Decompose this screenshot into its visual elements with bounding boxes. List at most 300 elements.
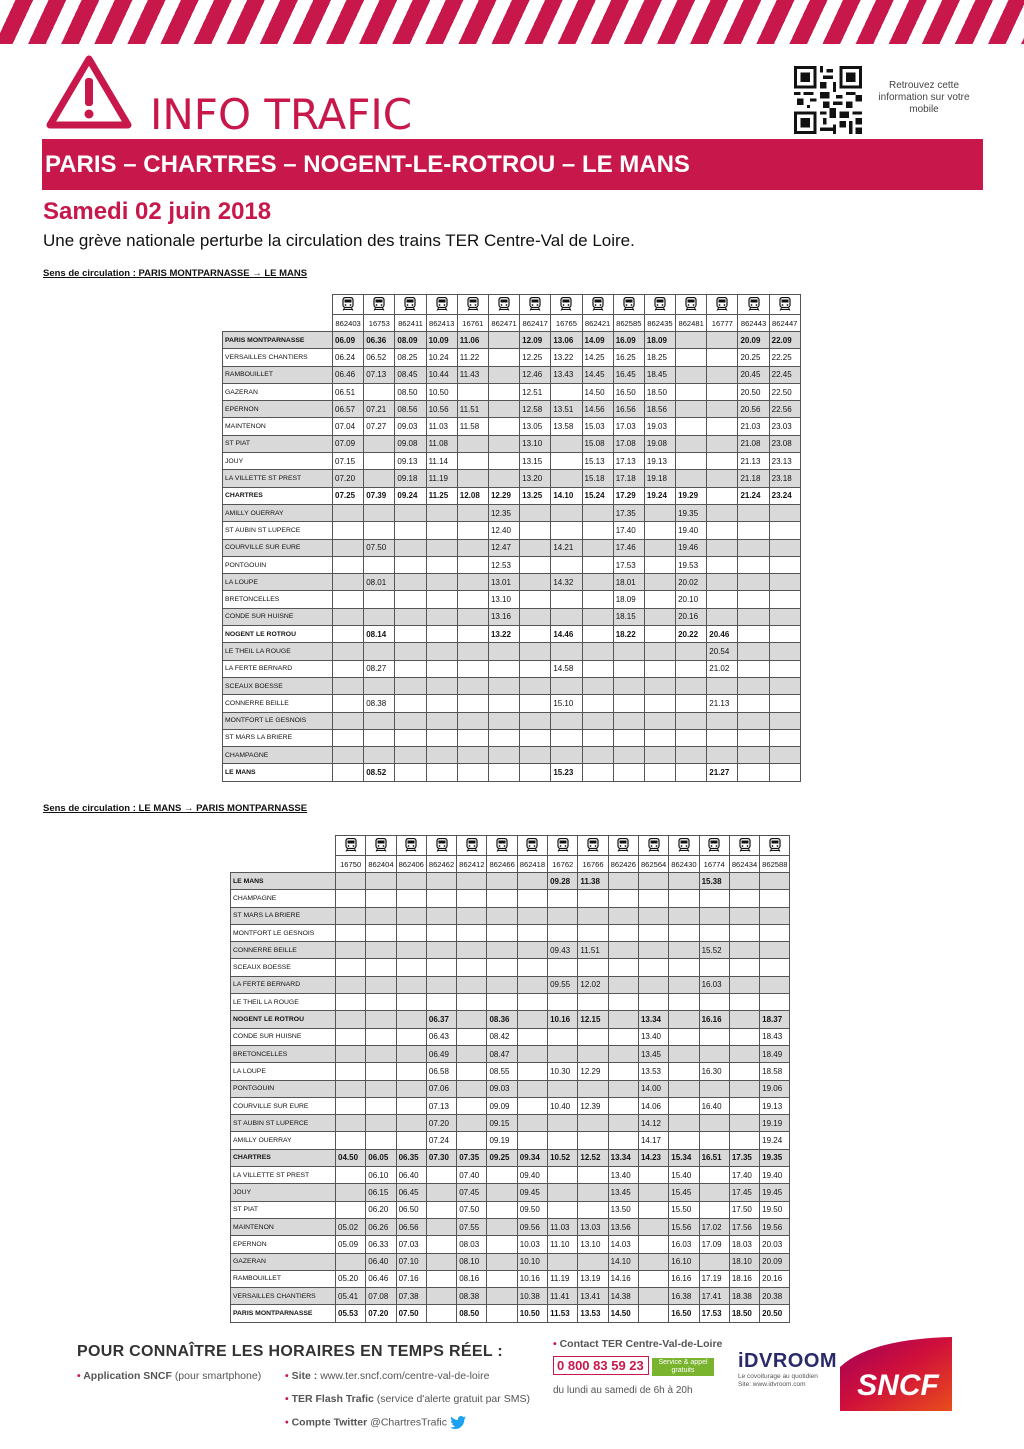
departure-time — [396, 873, 426, 890]
departure-time — [769, 608, 800, 625]
departure-time — [426, 1184, 456, 1201]
departure-time: 09.28 — [548, 873, 578, 890]
train-icon — [342, 297, 354, 311]
departure-time: 18.43 — [760, 1028, 790, 1045]
station-name: LA LOUPE — [223, 574, 333, 591]
departure-time: 09.40 — [517, 1167, 547, 1184]
departure-time: 06.49 — [426, 1045, 456, 1062]
departure-time: 17.35 — [613, 504, 644, 521]
departure-time — [487, 1288, 517, 1305]
departure-time: 16.10 — [669, 1253, 699, 1270]
departure-time — [669, 1132, 699, 1149]
departure-time — [608, 907, 638, 924]
departure-time — [487, 873, 517, 890]
departure-time — [457, 890, 487, 907]
departure-time — [426, 924, 456, 941]
departure-time: 18.16 — [729, 1270, 759, 1287]
departure-time: 06.15 — [366, 1184, 396, 1201]
departure-time — [426, 712, 457, 729]
departure-time: 11.22 — [457, 349, 488, 366]
departure-time — [426, 677, 457, 694]
departure-time: 18.50 — [644, 383, 675, 400]
departure-time — [676, 643, 707, 660]
departure-time — [517, 1045, 547, 1062]
departure-time — [336, 1080, 366, 1097]
departure-time: 20.50 — [760, 1305, 790, 1322]
departure-time — [488, 660, 519, 677]
departure-time — [366, 942, 396, 959]
departure-time — [582, 677, 613, 694]
date-heading: Samedi 02 juin 2018 — [43, 198, 272, 225]
departure-time: 12.25 — [520, 349, 551, 366]
departure-time — [457, 1132, 487, 1149]
departure-time: 14.56 — [582, 401, 613, 418]
footer-contact: • Contact TER Centre-Val-de-Loire — [553, 1338, 723, 1350]
departure-time — [396, 1115, 426, 1132]
sncf-logo[interactable] — [840, 1337, 952, 1411]
departure-time: 10.56 — [426, 401, 457, 418]
departure-time — [707, 418, 738, 435]
departure-time — [729, 1045, 759, 1062]
departure-time — [457, 976, 487, 993]
departure-time — [457, 942, 487, 959]
departure-time: 06.40 — [396, 1167, 426, 1184]
departure-time: 06.37 — [426, 1011, 456, 1028]
departure-time — [364, 729, 395, 746]
departure-time — [426, 959, 456, 976]
station-name: AMILLY OUERRAY — [231, 1132, 336, 1149]
station-name: JOUY — [223, 453, 333, 470]
departure-time: 10.38 — [517, 1288, 547, 1305]
departure-time — [638, 907, 668, 924]
timetable-row — [231, 907, 790, 924]
footer-twitter-handle[interactable]: @ChartresTrafic — [370, 1416, 447, 1429]
departure-time — [426, 764, 457, 781]
departure-time — [669, 890, 699, 907]
departure-time — [517, 1080, 547, 1097]
station-name: LE THEIL LA ROUGE — [231, 994, 336, 1011]
train-number: 16766 — [578, 856, 608, 873]
departure-time: 08.50 — [457, 1305, 487, 1322]
departure-time — [676, 332, 707, 349]
departure-time — [426, 643, 457, 660]
train-number: 16762 — [548, 856, 578, 873]
departure-time — [582, 660, 613, 677]
departure-time — [669, 942, 699, 959]
departure-time — [364, 591, 395, 608]
departure-time — [548, 1253, 578, 1270]
station-name: MONTFORT LE GESNOIS — [223, 712, 333, 729]
departure-time — [395, 556, 426, 573]
train-number: 862564 — [638, 856, 668, 873]
departure-time: 12.46 — [520, 366, 551, 383]
departure-time: 13.10 — [520, 435, 551, 452]
station-name: LA FERTE BERNARD — [231, 976, 336, 993]
departure-time: 07.15 — [333, 453, 364, 470]
departure-time: 06.45 — [396, 1184, 426, 1201]
footer-site: • Site : www.ter.sncf.com/centre-val-de-loire — [285, 1370, 490, 1382]
departure-time: 07.03 — [396, 1236, 426, 1253]
departure-time: 21.02 — [707, 660, 738, 677]
departure-time — [548, 907, 578, 924]
departure-time — [707, 747, 738, 764]
departure-time: 12.40 — [488, 522, 519, 539]
departure-time — [676, 470, 707, 487]
departure-time: 13.45 — [638, 1045, 668, 1062]
departure-time — [366, 1132, 396, 1149]
station-name: PARIS MONTPARNASSE — [231, 1305, 336, 1322]
disruption-description: Une grève nationale perturbe la circulation des trains TER Centre-Val de Loire. — [43, 231, 635, 250]
departure-time — [336, 1201, 366, 1218]
departure-time — [608, 1011, 638, 1028]
svg-text:SNCF: SNCF — [857, 1369, 939, 1402]
departure-time — [578, 1045, 608, 1062]
departure-time — [366, 1080, 396, 1097]
timetable-row — [231, 1045, 790, 1062]
departure-time — [366, 976, 396, 993]
departure-time — [396, 1080, 426, 1097]
departure-time: 11.58 — [457, 418, 488, 435]
departure-time — [644, 764, 675, 781]
departure-time — [638, 1305, 668, 1322]
station-name: LA FERTE BERNARD — [223, 660, 333, 677]
departure-time: 07.21 — [364, 401, 395, 418]
departure-time: 11.51 — [457, 401, 488, 418]
departure-time — [551, 643, 582, 660]
departure-time — [488, 677, 519, 694]
departure-time — [676, 747, 707, 764]
departure-time: 20.54 — [707, 643, 738, 660]
departure-time — [336, 1045, 366, 1062]
departure-time — [487, 924, 517, 941]
departure-time — [707, 383, 738, 400]
departure-time — [457, 504, 488, 521]
departure-time: 19.35 — [760, 1149, 790, 1166]
station-name: COURVILLE SUR EURE — [231, 1097, 336, 1114]
departure-time: 08.52 — [364, 764, 395, 781]
departure-time: 13.20 — [520, 470, 551, 487]
departure-time: 20.10 — [676, 591, 707, 608]
departure-time — [517, 942, 547, 959]
departure-time: 06.43 — [426, 1028, 456, 1045]
departure-time: 10.50 — [426, 383, 457, 400]
departure-time — [426, 626, 457, 643]
page-title: INFO TRAFIC — [150, 90, 413, 139]
departure-time — [396, 1028, 426, 1045]
train-number: 862443 — [738, 315, 769, 332]
departure-time — [578, 994, 608, 1011]
departure-time — [426, 1270, 456, 1287]
timetable-row — [231, 1201, 790, 1218]
departure-time — [457, 522, 488, 539]
departure-time — [426, 942, 456, 959]
departure-time: 18.10 — [729, 1253, 759, 1270]
departure-time: 16.03 — [699, 976, 729, 993]
departure-time — [487, 1167, 517, 1184]
train-number: 862413 — [426, 315, 457, 332]
departure-time: 16.56 — [613, 401, 644, 418]
departure-time — [488, 383, 519, 400]
departure-time: 14.46 — [551, 626, 582, 643]
departure-time — [578, 924, 608, 941]
departure-time — [760, 976, 790, 993]
departure-time: 11.41 — [548, 1288, 578, 1305]
departure-time: 12.51 — [520, 383, 551, 400]
departure-time — [729, 907, 759, 924]
departure-time: 11.14 — [426, 453, 457, 470]
departure-time — [457, 994, 487, 1011]
departure-time: 13.06 — [551, 332, 582, 349]
station-name: PONTGOUIN — [223, 556, 333, 573]
timetable-row — [223, 574, 801, 591]
departure-time — [395, 504, 426, 521]
timetable-row — [231, 1028, 790, 1045]
departure-time — [520, 539, 551, 556]
departure-time — [644, 747, 675, 764]
footer-title: POUR CONNAÎTRE LES HORAIRES EN TEMPS RÉEL : — [77, 1343, 503, 1360]
departure-time — [582, 695, 613, 712]
train-number: 862447 — [769, 315, 800, 332]
departure-time — [582, 643, 613, 660]
timetable-row — [231, 873, 790, 890]
qr-code-icon[interactable] — [794, 66, 862, 134]
departure-time — [729, 959, 759, 976]
departure-time: 08.50 — [395, 383, 426, 400]
departure-time — [729, 890, 759, 907]
departure-time — [729, 1115, 759, 1132]
departure-time — [676, 366, 707, 383]
departure-time — [333, 574, 364, 591]
departure-time — [457, 435, 488, 452]
departure-time — [336, 873, 366, 890]
train-icon — [345, 838, 357, 852]
station-name: JOUY — [231, 1184, 336, 1201]
departure-time: 10.10 — [517, 1253, 547, 1270]
departure-time: 06.51 — [333, 383, 364, 400]
departure-time — [520, 574, 551, 591]
departure-time — [457, 695, 488, 712]
departure-time: 20.09 — [760, 1253, 790, 1270]
inbound-direction-label: Sens de circulation : LE MANS → PARIS MONTPARNASSE — [43, 803, 308, 814]
header-stripes — [0, 0, 1024, 44]
departure-time: 08.14 — [364, 626, 395, 643]
departure-time — [638, 1270, 668, 1287]
train-icon — [739, 838, 751, 852]
timetable-row — [223, 729, 801, 746]
departure-time — [699, 890, 729, 907]
departure-time — [487, 976, 517, 993]
departure-time: 07.50 — [396, 1305, 426, 1322]
train-icon — [436, 297, 448, 311]
departure-time — [426, 994, 456, 1011]
departure-time: 17.18 — [613, 470, 644, 487]
departure-time: 08.03 — [457, 1236, 487, 1253]
departure-time — [333, 504, 364, 521]
departure-time — [582, 539, 613, 556]
departure-time: 19.40 — [760, 1167, 790, 1184]
departure-time — [729, 1097, 759, 1114]
departure-time: 07.55 — [457, 1218, 487, 1235]
timetable-row — [231, 1184, 790, 1201]
departure-time: 09.24 — [395, 487, 426, 504]
departure-time — [760, 907, 790, 924]
timetable-row — [223, 643, 801, 660]
timetable-row — [231, 1080, 790, 1097]
departure-time — [517, 1028, 547, 1045]
timetable-row — [223, 591, 801, 608]
departure-time — [707, 470, 738, 487]
departure-time — [487, 1270, 517, 1287]
departure-time: 11.06 — [457, 332, 488, 349]
departure-time — [426, 1236, 456, 1253]
departure-time: 09.19 — [487, 1132, 517, 1149]
departure-time — [487, 942, 517, 959]
departure-time: 14.03 — [608, 1236, 638, 1253]
footer-app-note: (pour smartphone) — [174, 1370, 262, 1382]
departure-time — [613, 695, 644, 712]
departure-time — [608, 1080, 638, 1097]
footer-phone[interactable]: 0 800 83 59 23 — [553, 1356, 649, 1375]
departure-time — [457, 1063, 487, 1080]
timetable-row — [231, 924, 790, 941]
train-icon — [779, 297, 791, 311]
departure-time — [520, 556, 551, 573]
departure-time: 17.02 — [699, 1218, 729, 1235]
departure-time — [769, 764, 800, 781]
footer-twitter: • Compte Twitter @ChartresTrafic — [285, 1416, 466, 1429]
departure-time: 11.38 — [578, 873, 608, 890]
timetable-row — [231, 1305, 790, 1322]
departure-time — [457, 383, 488, 400]
departure-time: 07.20 — [333, 470, 364, 487]
departure-time: 06.58 — [426, 1063, 456, 1080]
departure-time — [669, 994, 699, 1011]
departure-time: 06.50 — [396, 1201, 426, 1218]
train-icon — [617, 838, 629, 852]
train-number: 862426 — [608, 856, 638, 873]
departure-time: 19.19 — [760, 1115, 790, 1132]
departure-time — [760, 890, 790, 907]
departure-time: 11.19 — [426, 470, 457, 487]
departure-time — [487, 890, 517, 907]
departure-time — [676, 712, 707, 729]
departure-time — [644, 591, 675, 608]
departure-time — [487, 1236, 517, 1253]
train-number: 16777 — [707, 315, 738, 332]
departure-time: 20.09 — [738, 332, 769, 349]
train-number: 16765 — [551, 315, 582, 332]
departure-time — [760, 924, 790, 941]
train-number: 862411 — [395, 315, 426, 332]
departure-time: 06.24 — [333, 349, 364, 366]
departure-time — [729, 1011, 759, 1028]
departure-time — [644, 574, 675, 591]
departure-time — [638, 873, 668, 890]
departure-time — [551, 470, 582, 487]
departure-time — [769, 643, 800, 660]
departure-time — [608, 873, 638, 890]
departure-time: 15.34 — [669, 1149, 699, 1166]
departure-time — [457, 1097, 487, 1114]
idvroom-logo[interactable] — [738, 1350, 836, 1402]
departure-time: 17.41 — [699, 1288, 729, 1305]
departure-time: 07.50 — [457, 1201, 487, 1218]
departure-time — [669, 1011, 699, 1028]
train-number: 16761 — [457, 315, 488, 332]
departure-time: 16.40 — [699, 1097, 729, 1114]
departure-time: 14.21 — [551, 539, 582, 556]
departure-time: 08.25 — [395, 349, 426, 366]
train-icon — [498, 297, 510, 311]
departure-time — [395, 522, 426, 539]
departure-time — [488, 643, 519, 660]
train-icon — [685, 297, 697, 311]
departure-time: 08.10 — [457, 1253, 487, 1270]
timetable-row — [223, 522, 801, 539]
departure-time: 07.13 — [364, 366, 395, 383]
departure-time — [551, 435, 582, 452]
train-icon — [529, 297, 541, 311]
departure-time: 06.35 — [396, 1149, 426, 1166]
departure-time — [364, 435, 395, 452]
departure-time — [426, 1305, 456, 1322]
departure-time — [457, 470, 488, 487]
departure-time: 18.03 — [729, 1236, 759, 1253]
departure-time — [613, 729, 644, 746]
departure-time — [426, 1218, 456, 1235]
timetable-row — [231, 994, 790, 1011]
departure-time — [676, 418, 707, 435]
departure-time: 08.09 — [395, 332, 426, 349]
departure-time: 07.38 — [396, 1288, 426, 1305]
departure-time: 13.19 — [578, 1270, 608, 1287]
departure-time — [738, 626, 769, 643]
departure-time: 17.19 — [699, 1270, 729, 1287]
timetable-row — [223, 332, 801, 349]
departure-time: 19.53 — [676, 556, 707, 573]
departure-time — [669, 1045, 699, 1062]
departure-time — [699, 994, 729, 1011]
departure-time: 18.09 — [613, 591, 644, 608]
departure-time — [517, 1097, 547, 1114]
departure-time — [582, 764, 613, 781]
departure-time — [457, 1080, 487, 1097]
departure-time — [738, 712, 769, 729]
departure-time — [336, 1253, 366, 1270]
departure-time — [395, 591, 426, 608]
twitter-bird-icon[interactable] — [450, 1416, 466, 1429]
departure-time: 20.16 — [676, 608, 707, 625]
departure-time: 14.50 — [608, 1305, 638, 1322]
departure-time — [638, 1201, 668, 1218]
footer-site-link[interactable]: www.ter.sncf.com/centre-val-de-loire — [320, 1370, 490, 1382]
departure-time — [426, 729, 457, 746]
departure-time: 19.50 — [760, 1201, 790, 1218]
departure-time — [395, 729, 426, 746]
station-name: LE MANS — [231, 873, 336, 890]
departure-time — [644, 626, 675, 643]
departure-time — [520, 504, 551, 521]
departure-time — [551, 383, 582, 400]
departure-time — [738, 556, 769, 573]
departure-time: 08.01 — [364, 574, 395, 591]
departure-time — [638, 890, 668, 907]
departure-time — [582, 608, 613, 625]
departure-time: 12.02 — [578, 976, 608, 993]
departure-time: 13.53 — [578, 1305, 608, 1322]
departure-time: 19.56 — [760, 1218, 790, 1235]
departure-time: 23.08 — [769, 435, 800, 452]
